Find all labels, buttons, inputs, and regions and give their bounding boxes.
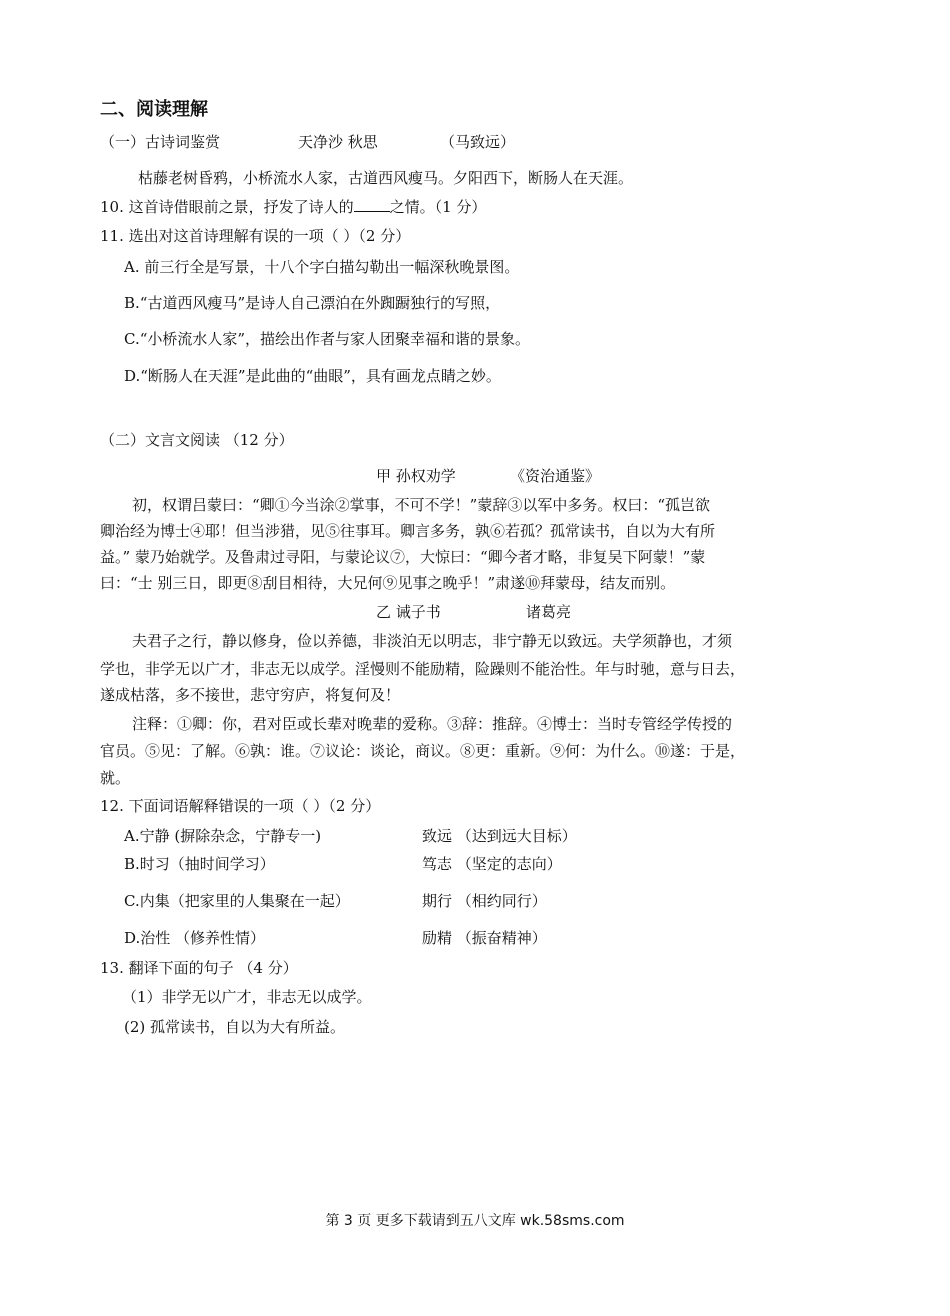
note-line-3: 就。 <box>100 769 131 787</box>
q12-row-c-right: 期行 （相约同行） <box>422 892 547 910</box>
jia-line-1: 初，权谓吕蒙曰：“卿①今当涂②掌事，不可不学！”蒙辞③以军中多务。权曰：“孤岂欲 <box>132 496 711 514</box>
answer-blank[interactable] <box>354 197 390 212</box>
q12-row-b-right: 笃志 （坚定的志向） <box>422 855 562 873</box>
jia-line-4: 曰：“士 别三日，即更⑧刮目相待，大兄何⑨见事之晚乎！”肃遂⑩拜蒙母，结友而别。 <box>100 574 676 592</box>
poem-text: 枯藤老树昏鸦，小桥流水人家，古道西风瘦马。夕阳西下，断肠人在天涯。 <box>138 169 634 187</box>
question-13-stem: 13. 翻译下面的句子 （4 分） <box>100 959 298 977</box>
section-title: 二、阅读理解 <box>100 99 208 120</box>
poem-header-label: （一）古诗词鉴赏 <box>100 133 221 151</box>
yi-line-2: 学也，非学无以广才，非志无以成学。淫慢则不能励精，险躁则不能治性。年与时驰，意与日去， <box>100 660 746 678</box>
q10-text-after: 之情。（1 分） <box>389 198 487 216</box>
question-11-stem: 11. 选出对这首诗理解有误的一项（ ）（2 分） <box>100 227 411 245</box>
q13-item-1: （1）非学无以广才，非志无以成学。 <box>122 988 372 1006</box>
jia-line-2: 卿治经为博士④耶！但当涉猎，见⑤往事耳。卿言多务，孰⑥若孤？孤常读书，自以为大有所 <box>100 522 716 540</box>
q13-item-2: (2) 孤常读书，自以为大有所益。 <box>124 1018 346 1036</box>
poem-title: 天净沙 秋思 <box>298 133 378 151</box>
q12-row-d-right: 励精 （振奋精神） <box>422 929 547 947</box>
q11-option-c: C.“小桥流水人家”，描绘出作者与家人团聚幸福和谐的景象。 <box>124 330 531 348</box>
jia-line-3: 益。” 蒙乃始就学。及鲁肃过寻阳，与蒙论议⑦，大惊曰：“卿今者才略，非复吴下阿蒙！”蒙 <box>100 548 706 566</box>
yi-author: 诸葛亮 <box>526 603 572 621</box>
question-10 <box>100 197 486 217</box>
jia-title: 甲 孙权劝学 <box>376 467 456 485</box>
q12-row-c-left: C.内集（把家里的人集聚在一起） <box>124 892 350 910</box>
note-line-2: 官员。⑤见：了解。⑥孰：谁。⑦议论：谈论，商议。⑧更：重新。⑨何：为什么。⑩遂：于是， <box>100 742 746 760</box>
poem-author: （马致远） <box>440 133 516 151</box>
yi-line-3: 遂成枯落，多不接世，悲守穷庐，将复何及！ <box>100 686 401 704</box>
q11-option-d: D.“断肠人在天涯”是此曲的“曲眼”，具有画龙点睛之妙。 <box>124 367 501 385</box>
q12-row-a-right: 致远 （达到远大目标） <box>422 827 577 845</box>
q12-row-a-left: A.宁静 (摒除杂念，宁静专一) <box>124 827 322 845</box>
yi-line-1: 夫君子之行，静以修身，俭以养德，非淡泊无以明志，非宁静无以致远。夫学须静也，才须 <box>132 632 733 650</box>
page-footer: 第 3 页 更多下载请到五八文库 wk.58sms.com <box>325 1213 625 1229</box>
yi-title: 乙 诫子书 <box>376 603 441 621</box>
classical-header: （二）文言文阅读 （12 分） <box>100 431 294 449</box>
q10-text-before: 10. 这首诗借眼前之景，抒发了诗人的 <box>100 198 354 216</box>
q11-option-b: B.“古道西风瘦马”是诗人自己漂泊在外踟蹰独行的写照， <box>124 294 501 312</box>
q12-row-d-left: D.治性 （修养性情） <box>124 929 266 947</box>
q12-row-b-left: B.时习（抽时间学习） <box>124 855 275 873</box>
jia-source: 《资治通鉴》 <box>510 467 601 485</box>
note-line-1: 注释：①卿：你，君对臣或长辈对晚辈的爱称。③辞：推辞。④博士：当时专管经学传授的 <box>132 715 733 733</box>
question-12-stem: 12. 下面词语解释错误的一项（ ）（2 分） <box>100 797 381 815</box>
q11-option-a: A. 前三行全是写景，十八个字白描勾勒出一幅深秋晚景图。 <box>124 258 520 276</box>
